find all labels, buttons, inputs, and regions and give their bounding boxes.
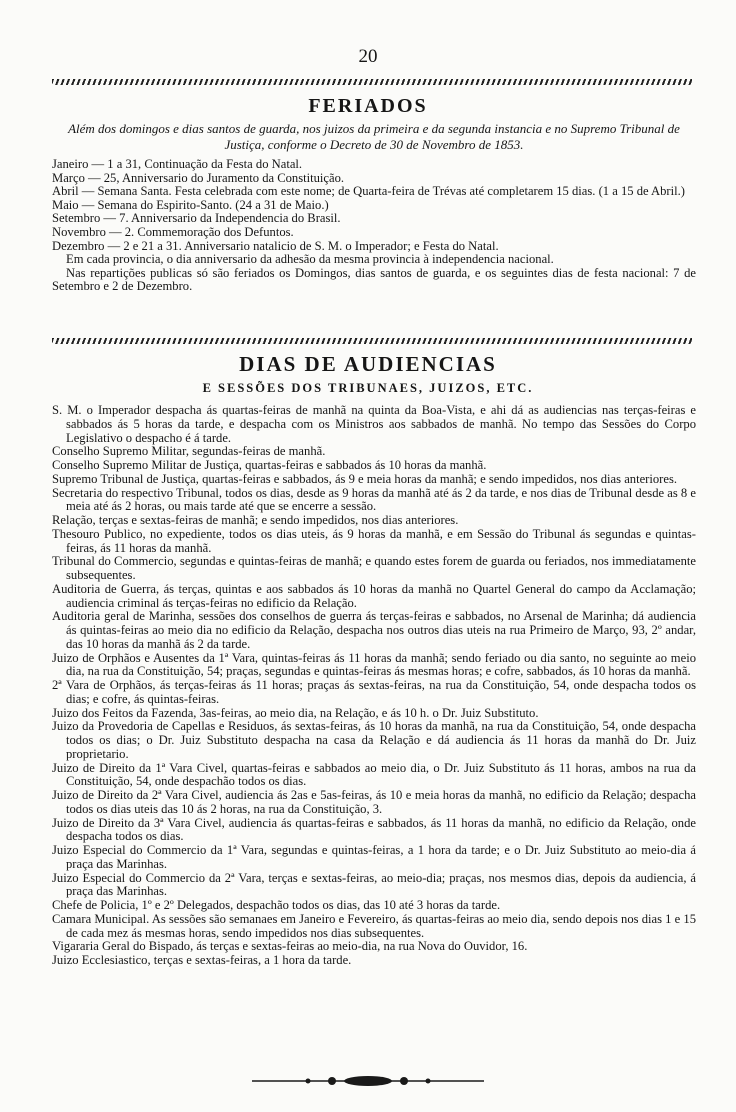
list-item: Novembro — 2. Commemoração dos Defuntos.: [52, 224, 294, 239]
feriados-note: Em cada provincia, o dia anniversario da adhesão da mesma provincia à independencia nacional.: [66, 252, 554, 267]
list-item: Setembro — 7. Anniversario da Independencia do Brasil.: [52, 211, 341, 226]
list-item: Janeiro — 1 a 31, Continuação da Festa do Natal.: [52, 157, 303, 171]
list-item: Conselho Supremo Militar, segundas-feiras de manhã.: [52, 444, 326, 459]
list-item: Secretaria do respectivo Tribunal, todos os dias, desde as 9 horas da manhã até ás 2 da tarde, e nos dias de Tribunal desde as 8 e meia até ás 2 horas, ou mais tarde até que se encerre a sessão.: [52, 485, 696, 514]
list-item: Março — 25, Anniversario do Juramento da Constituição.: [52, 170, 345, 185]
list-item: Maio — Semana do Espirito-Santo. (24 a 31 de Maio.): [52, 197, 329, 212]
audiencias-list: [52, 404, 696, 968]
decorative-rule-middle: [52, 338, 692, 344]
list-item: Juizo de Direito da 1ª Vara Civel, quartas-feiras e sabbados ao meio dia, o Dr. Juiz Substituto ás 11 horas, ambos na rua da Constituição, 54, onde despachão todos os dias.: [52, 760, 696, 789]
list-item: S. M. o Imperador despacha ás quartas-feiras de manhã na quinta da Boa-Vista, e ahi dá as audiencias nas terças-feiras e sabbados ás 5 horas da tarde, e despacha com os Ministros aos sabbados de manhã. No tempo das Sessões do Corpo Legislativo o despacho é á tarde.: [52, 403, 696, 445]
list-item: Camara Municipal. As sessões são semanaes em Janeiro e Fevereiro, ás quartas-feiras ao meio dia, sendo depois nos dias 1 e 15 de cada mez ás mesmas horas, sendo impedidos nos dias subsequentes.: [52, 911, 696, 940]
list-item: Conselho Supremo Militar de Justiça, quartas-feiras e sabbados ás 10 horas da manhã.: [52, 458, 487, 472]
list-item: Thesouro Publico, no expediente, todos os dias uteis, ás 9 horas da manhã, e em Sessão do Tribunal ás segundas e quintas-feiras, ás 11 horas da manhã.: [52, 526, 696, 555]
list-item: Chefe de Policia, 1º e 2º Delegados, despachão todos os dias, das 10 até 3 horas da tarde.: [52, 898, 501, 912]
list-item: Juizo Ecclesiastico, terças e sextas-feiras, a 1 hora da tarde.: [52, 953, 352, 967]
list-item: Abril — Semana Santa. Festa celebrada com este nome; de Quarta-feira de Trévas até completarem 15 dias. (1 a 15 de Abril.): [52, 184, 685, 199]
list-item: 2ª Vara de Orphãos, ás terças-feiras ás 11 horas; praças ás sextas-feiras, na rua da Constituição, 54, onde despacha todos os dias; e cofre, ás quintas-feiras.: [52, 678, 696, 706]
list-item: Juizo da Provedoria de Capellas e Residuos, ás sextas-feiras, ás 10 horas da manhã, na rua da Constituição, 54, onde despacha todos os dias; o Dr. Juiz Substituto despacha na casa da Relação e dá audiencia ás 11 horas da manhã do Dr. Juiz proprietario.: [52, 719, 696, 761]
list-item: Supremo Tribunal de Justiça, quartas-feiras e sabbados, ás 9 e meia horas da manhã; e sendo impedidos, nos dias anteriores.: [52, 471, 677, 486]
list-item: Juizo de Direito da 2ª Vara Civel, audiencia ás 2as e 5as-feiras, ás 10 e meia horas da manhã, no edificio da Relação; despacha todos os dias uteis das 10 ás 2 horas, na rua da Constituição, 3.: [52, 788, 696, 816]
audiencias-subtitle: E SESSÕES DOS TRIBUNAES, JUIZOS, ETC.: [202, 381, 534, 395]
list-item: Vigararia Geral do Bispado, ás terças e sextas-feiras ao meio-dia, na rua Nova do Ouvidor, 16.: [52, 939, 528, 954]
list-item: Juizo de Orphãos e Ausentes da 1ª Vara, quintas-feiras ás 11 horas da manhã; sendo feriado ou dia santo, no seguinte ao meio dia, na rua da Constituição, 54; praças, segundas e quintas-feiras ás mesmas horas; e cofre, sabbados, ás 10 horas da manhã.: [52, 650, 696, 679]
audiencias-title: DIAS DE AUDIENCIAS: [239, 352, 497, 376]
list-item: Tribunal do Commercio, segundas e quintas-feiras de manhã; e quando estes forem de guarda ou feriados, nos immediatamente subsequentes.: [52, 554, 696, 582]
list-item: Auditoria de Guerra, ás terças, quintas e aos sabbados ás 10 horas da manhã no Quartel General do campo da Acclamação; audiencia criminal ás terças-feiras no edificio da Relação.: [52, 581, 696, 610]
list-item: Juizo Especial do Commercio da 2ª Vara, terças e sextas-feiras, ao meio-dia; praças, nos mesmos dias, depois da audiencia, á praça das Marinhas.: [52, 870, 696, 899]
list-item: Relação, terças e sextas-feiras de manhã; e sendo impedidos, nos dias anteriores.: [52, 513, 459, 527]
list-item: Juizo de Direito da 3ª Vara Civel, audiencia ás quartas-feiras e sabbados, ás 11 horas da manhã, no edificio da Relação, onde despacha todos os dias.: [52, 815, 696, 844]
list-item: Juizo Especial do Commercio da 1ª Vara, segundas e quintas-feiras, a 1 hora da tarde; e o Dr. Juiz Substituto ao meio-dia á praça das Marinhas.: [52, 843, 696, 871]
list-item: Juizo dos Feitos da Fazenda, 3as-feiras, ao meio dia, na Relação, e ás 10 h. o Dr. Juiz Substituto.: [52, 705, 539, 720]
feriados-intro: Além dos domingos e dias santos de guarda, nos juizos da primeira e da segunda instancia e no Supremo Tribunal de Justiça, conforme o Decreto de 30 de Novembro de 1853.: [68, 121, 680, 152]
list-item: Dezembro — 2 e 21 a 31. Anniversario natalicio de S. M. o Imperador; e Festa do Natal.: [52, 238, 499, 253]
list-item: Auditoria geral de Marinha, sessões dos conselhos de guerra ás terças-feiras e sabbados, no Arsenal de Marinha; dá audiencia ás quintas-feiras ao meio dia no edificio da Relação, despacha nos outros dias uteis na rua Primeiro de Março, 93, 2º andar, das 10 horas da manhã ás 2 da tarde.: [52, 609, 696, 651]
decorative-rule-top: [52, 79, 692, 85]
page-number: 20: [358, 46, 378, 67]
feriados-list: [52, 158, 696, 294]
feriados-title: FERIADOS: [308, 95, 428, 117]
tailpiece-ornament-icon: [248, 1074, 488, 1088]
feriados-note: Nas repartições publicas só são feriados os Domingos, dias santos de guarda, e os seguintes dias de festa nacional: 7 de Setembro e 2 de Dezembro.: [52, 265, 696, 294]
